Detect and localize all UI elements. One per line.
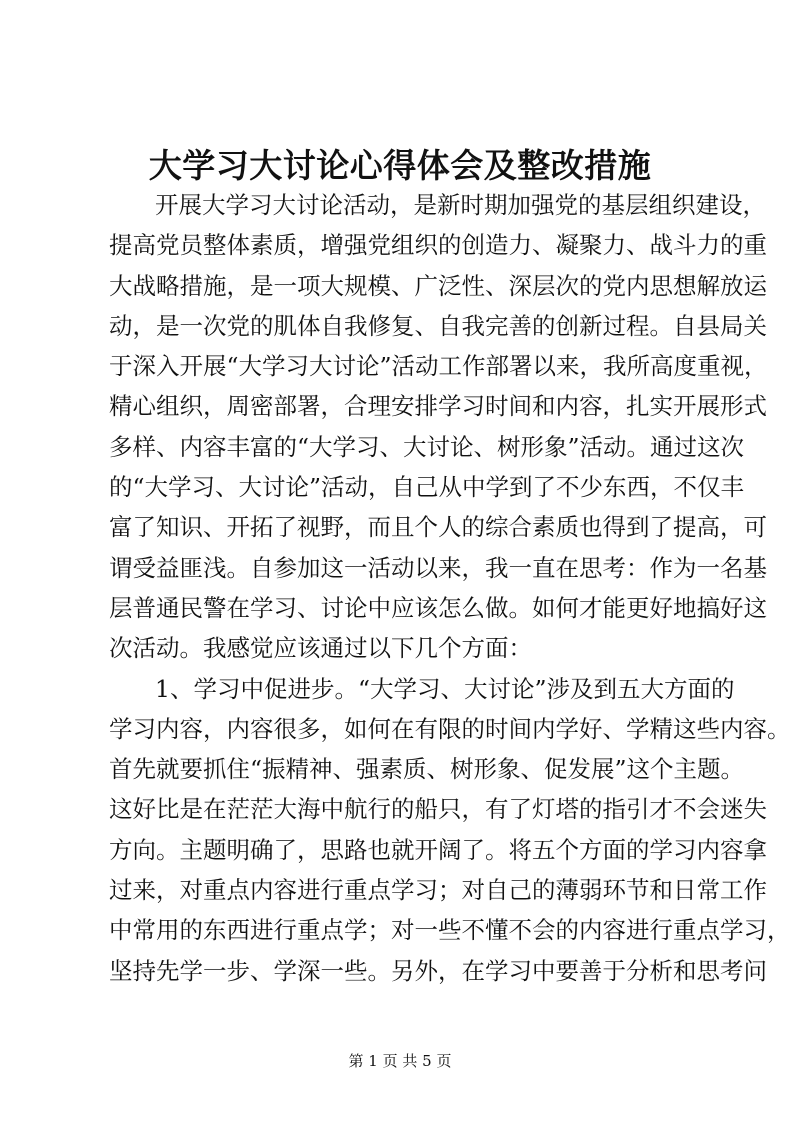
body-line: 大战略措施，是一项大规模、广泛性、深层次的党内思想解放运 (109, 271, 767, 300)
body-line: 过来，对重点内容进行重点学习；对自己的薄弱环节和日常工作 (109, 876, 767, 905)
body-line: 方向。主题明确了，思路也就开阔了。将五个方面的学习内容拿 (109, 835, 767, 864)
body-line: 提高党员整体素质，增强党组织的创造力、凝聚力、战斗力的重 (109, 231, 767, 260)
body-line: 多样、内容丰富的“大学习、大讨论、树形象”活动。通过这次 (109, 432, 745, 461)
body-line: 次活动。我感觉应该通过以下几个方面： (109, 634, 532, 663)
body-line: 的“大学习、大讨论”活动，自己从中学到了不少东西，不仅丰 (109, 473, 745, 502)
body-line: 开展大学习大讨论活动，是新时期加强党的基层组织建设， (155, 191, 766, 219)
body-line: 中常用的东西进行重点学；对一些不懂不会的内容进行重点学习， (109, 916, 791, 945)
body-line: 动，是一次党的肌体自我修复、自我完善的创新过程。自县局关 (109, 311, 767, 340)
body-line: 层普通民警在学习、讨论中应该怎么做。如何才能更好地搞好这 (109, 593, 767, 622)
body-line: 学习内容，内容很多，如何在有限的时间内学好、学精这些内容。 (109, 714, 791, 743)
body-line: 富了知识、开拓了视野，而且个人的综合素质也得到了提高，可 (109, 513, 767, 542)
body-line: 这好比是在茫茫大海中航行的船只，有了灯塔的指引才不会迷失 (109, 795, 767, 824)
document-title: 大学习大讨论心得体会及整改措施 (148, 146, 652, 185)
body-line: 谓受益匪浅。自参加这一活动以来，我一直在思考：作为一名基 (109, 553, 767, 582)
page-footer: 第 1 页 共 5 页 (348, 1052, 452, 1070)
body-line: 精心组织，周密部署，合理安排学习时间和内容，扎实开展形式 (109, 392, 767, 421)
document-body (109, 185, 791, 991)
body-line: 1、学习中促进步。“大学习、大讨论”涉及到五大方面的 (155, 674, 735, 703)
body-line: 于深入开展“大学习大讨论”活动工作部署以来，我所高度重视， (109, 352, 768, 381)
body-line: 坚持先学一步、学深一些。另外，在学习中要善于分析和思考问 (109, 956, 767, 985)
body-line: 首先就要抓住“振精神、强素质、树形象、促发展”这个主题。 (109, 755, 745, 784)
